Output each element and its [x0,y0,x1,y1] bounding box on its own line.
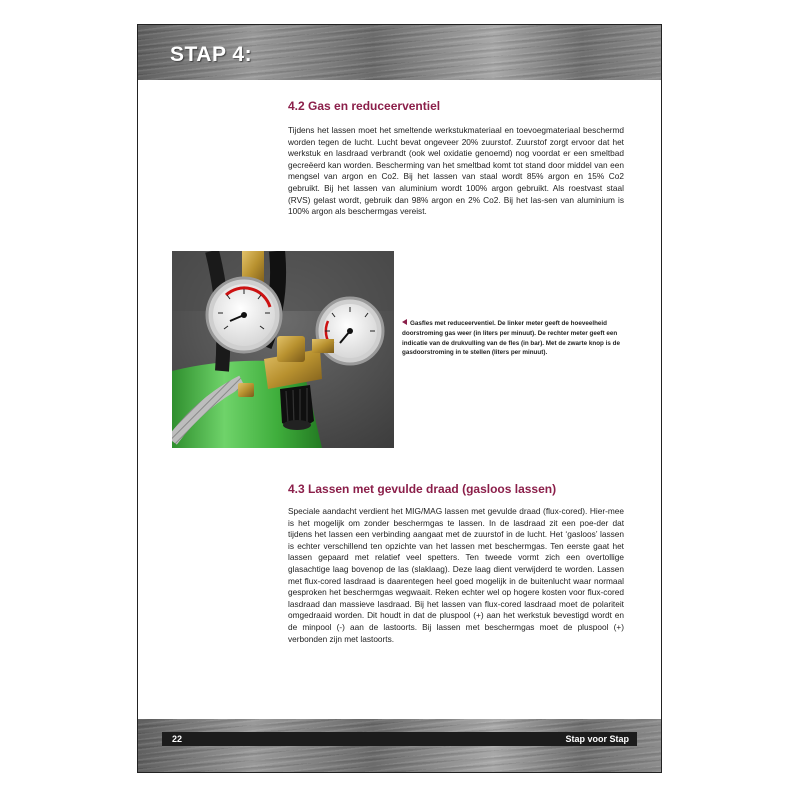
section-heading-4-3: 4.3 Lassen met gevulde draad (gasloos lassen) [288,482,557,496]
page-title: STAP 4: [170,43,253,66]
footer-title: Stap voor Stap [565,734,629,744]
section-heading-4-2: 4.2 Gas en reduceerventiel [288,99,441,113]
header-band [138,25,661,80]
gas-regulator-photo [172,251,394,448]
footer-band [138,719,661,772]
footer-bar [162,732,637,746]
document-page [137,24,662,773]
page-number: 22 [172,734,183,744]
section-body-4-3: Speciale aandacht verdient het MIG/MAG lassen met gevulde draad (flux-cored). Hier-mee is het mogelijk om zonder beschermgas te lassen. In de lasdraad zit een poe-der dat tijdens het lassen een verbinding aangaat met de zuurstof in de lucht. Het ‘gasloos’ lassen is echter verschillend ten opzichte van het lassen met beschermgas. Ten eerste gaat het lassen gepaard met relatief veel spetters. Ten tweede vormt zich een overtollige glasachtige laag bovenop de las (slaklaag). Deze laag dient verwijderd te worden. Lassen met flux-cored lasdraad is daarentegen heel goed mogelijk in de buitenlucht waar normaal gesproken het beschermgas wegwaait. Reken echter wel op hogere kosten voor flux-cored lasdraad dan massieve lasdraad. Bij het lassen van flux-cored lasdraad moet de polariteit omgedraaid worden. Dit houdt in dat de pluspool (+) aan het werkstuk bevestigd wordt en de minpool (-) aan de lastoorts. Bij lassen met beschermgas moet de pluspool (+) verbonden zijn met lastoorts. [288,506,624,644]
caption-marker-icon [402,319,407,325]
figure-caption [402,319,624,358]
figure-caption-text: Gasfles met reduceerventiel. De linker meter geeft de hoeveelheid doorstroming gas weer (in liters per minuut). De rechter meter geeft een indicatie van de drukvulling van de fles (in bar). Met de zwarte knop is de gasdoorstroming in te stellen (liters per minuut). [402,320,620,357]
section-body-4-2: Tijdens het lassen moet het smeltende werkstukmateriaal en toevoegmateriaal beschermd worden tegen de lucht. Lucht bevat ongeveer 20% zuurstof. Zuurstof zorgt ervoor dat het werkstuk en lasdraad verbrandt (ook wel oxidatie genoemd) nog voordat er een smeltbad gecreëerd kan worden. Bescherming van het smeltbad komt tot stand door middel van een mengsel van argon en Co2. Bij het lassen van staal wordt 85% argon en 15% Co2 gebruikt. Bij het lassen van aluminium wordt 100% argon gebruikt. Als roestvast staal (RVS) gelast wordt, gebruik dan 98% argon en 2% Co2. Bij het las-sen van aluminium is 100% argon als beschermgas vereist. [288,125,624,217]
